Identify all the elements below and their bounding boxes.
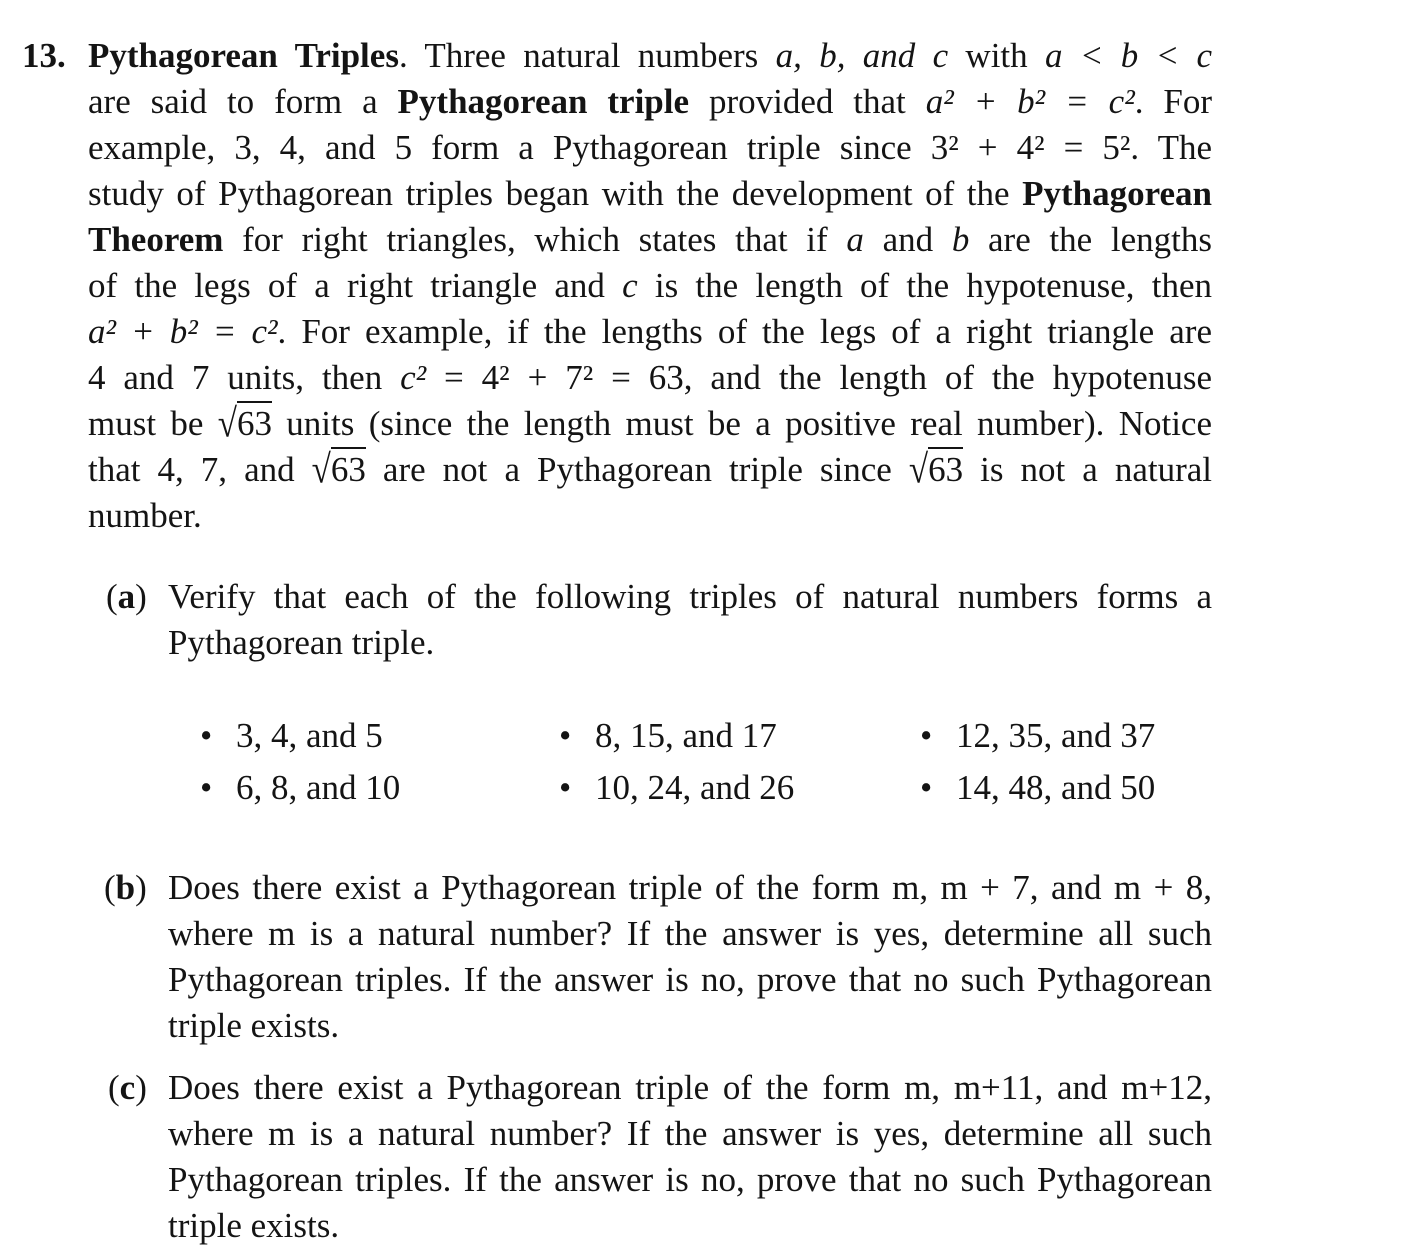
triple-item: • 6, 8, and 10 (200, 768, 401, 807)
triple-item: • 12, 35, and 37 (920, 716, 1156, 755)
part-b-line-4: triple exists. (168, 1006, 340, 1045)
part-b-line-2: where m is a natural number? If the answer is yes, determine all such (168, 914, 1212, 953)
intro-line-11: number. (88, 496, 202, 535)
term-pythagorean-triple: Pythagorean triple (397, 82, 690, 121)
term-pythagorean: Pythagorean (1022, 174, 1212, 213)
sqrt-63: √63 (217, 401, 272, 446)
part-b-line-3: Pythagorean triples. If the answer is no, prove that no such Pythagorean (168, 960, 1212, 999)
problem-number: 13. (22, 36, 66, 75)
part-c-line-4: triple exists. (168, 1206, 340, 1245)
part-a-line-1: Verify that each of the following triples of natural numbers forms a (168, 577, 1212, 616)
triple-item: • 8, 15, and 17 (559, 716, 777, 755)
triple-item: • 10, 24, and 26 (559, 768, 795, 807)
intro-line-2: are said to form a Pythagorean triple provided that a² + b² = c². For (88, 82, 1212, 121)
intro-line-1: Pythagorean Triples. Three natural numbers a, b, and c with a < b < c (88, 36, 1212, 75)
part-a-line-2: Pythagorean triple. (168, 623, 435, 662)
problem-title: Pythagorean Triples (88, 36, 399, 75)
part-c-label: (c) (108, 1068, 147, 1107)
part-b-line-1: Does there exist a Pythagorean triple of the form m, m + 7, and m + 8, (168, 868, 1212, 907)
sqrt-63: √63 (908, 447, 964, 492)
intro-line-10: that 4, 7, and √63 are not a Pythagorean triple since √63 is not a natural (88, 447, 1212, 492)
term-theorem: Theorem (88, 220, 224, 259)
intro-line-4: study of Pythagorean triples began with the development of the Pythagorean (88, 174, 1212, 213)
intro-line-7: a² + b² = c². For example, if the lengths of the legs of a right triangle are (88, 312, 1212, 351)
intro-line-3: example, 3, 4, and 5 form a Pythagorean triple since 3² + 4² = 5². The (88, 128, 1212, 167)
intro-line-9: must be √63 units (since the length must be a positive real number). Notice (88, 401, 1212, 446)
intro-line-5: Theorem for right triangles, which states that if a and b are the lengths (88, 220, 1212, 259)
sqrt-63: √63 (311, 447, 366, 492)
intro-line-8: 4 and 7 units, then c² = 4² + 7² = 63, and the length of the hypotenuse (88, 358, 1212, 397)
part-c-line-3: Pythagorean triples. If the answer is no, prove that no such Pythagorean (168, 1160, 1212, 1199)
intro-line-6: of the legs of a right triangle and c is the length of the hypotenuse, then (88, 266, 1212, 305)
triple-item: • 14, 48, and 50 (920, 768, 1156, 807)
part-c-line-1: Does there exist a Pythagorean triple of the form m, m+11, and m+12, (168, 1068, 1212, 1107)
part-b-label: (b) (104, 868, 147, 907)
part-c-line-2: where m is a natural number? If the answer is yes, determine all such (168, 1114, 1212, 1153)
triple-item: • 3, 4, and 5 (200, 716, 383, 755)
part-a-label: (a) (106, 577, 147, 616)
